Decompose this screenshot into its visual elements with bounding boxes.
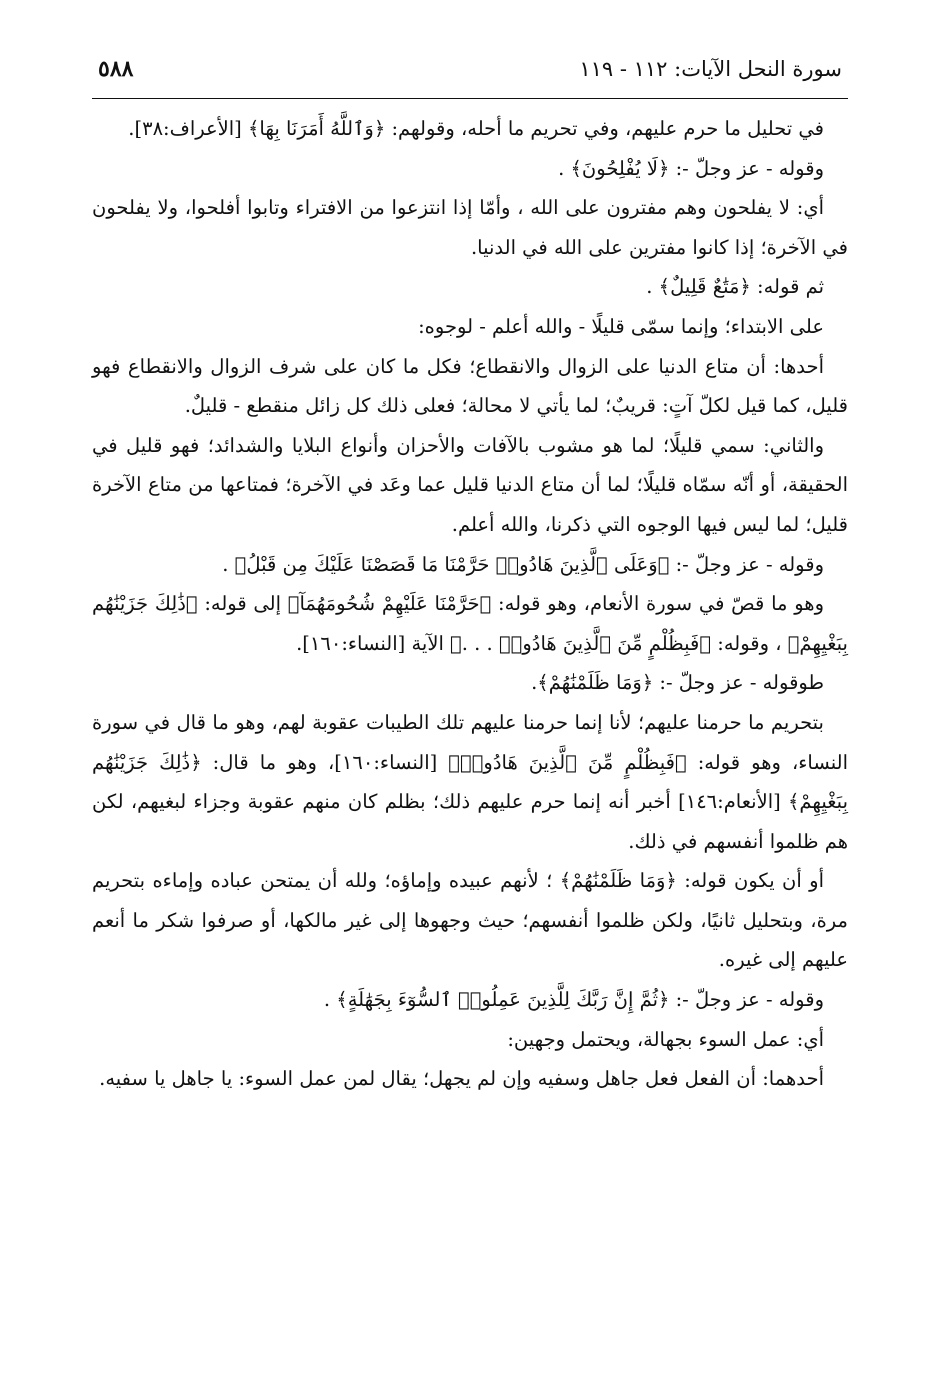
paragraph: وهو ما قصّ في سورة الأنعام، وهو قوله: ﴿حَرَّمْنَا عَلَيْهِمْ شُحُومَهُمَآ﴾ إلى قوله: ﴿ذَٰلِكَ جَزَيْنَٰهُم بِبَغْيِهِمْ﴾ ، وقوله: ﴿فَبِظُلْمٍ مِّنَ ٱلَّذِينَ هَادُوا۟ . . .﴾ الآية [النساء:١٦٠]. <box>92 592 848 655</box>
paragraph: وقوله - عز وجلّ -: ﴿وَعَلَى ٱلَّذِينَ هَادُوا۟ حَرَّمْنَا مَا قَصَصْنَا عَلَيْكَ مِن قَبْلُ﴾ . <box>222 552 824 576</box>
paragraph: والثاني: سمي قليلًا؛ لما هو مشوب بالآفات والأحزان وأنواع البلايا والشدائد؛ فهو قليل في الحقيقة، أو أنّه سمّاه قليلًا؛ لما أن متاع الدنيا قليل عما وعَد في الآخرة؛ فمتاعها من متاع الآخرة قليل؛ لما ليس فيها الوجوه التي ذكرنا، والله أعلم. <box>92 433 848 536</box>
paragraph: على الابتداء؛ وإنما سمّى قليلًا - والله أعلم - لوجوه: <box>418 314 824 338</box>
paragraph: أحدها: أن متاع الدنيا على الزوال والانقطاع؛ فكل ما كان على شرف الزوال والانقطاع فهو قليل، كما قيل لكلّ آتٍ: قريبٌ؛ لما يأتي لا محالة؛ فعلى ذلك كل زائل منقطع - قليلٌ. <box>92 354 848 418</box>
paragraph: بتحريم ما حرمنا عليهم؛ لأنا إنما حرمنا عليهم تلك الطيبات عقوبة لهم، وهو ما قال في سورة النساء، وهو قوله: ﴿فَبِظُلْمٍ مِّنَ ٱلَّذِينَ هَادُوا۟﴾ [النساء:١٦٠]، وهو ما قال: ﴿ذَٰلِكَ جَزَيْنَٰهُم بِبَغْيِهِمْ﴾ [الأنعام:١٤٦] أخبر أنه إنما حرم عليهم ذلك؛ بظلم كان منهم عقوبة وجزاء لبغيهم، لكن هم ظلموا أنفسهم في ذلك. <box>92 710 848 853</box>
paragraph: وقوله - عز وجلّ -: ﴿لَا يُفْلِحُونَ﴾ . <box>558 156 824 180</box>
book-page <box>92 56 848 1346</box>
running-title: سورة النحل الآيات: ١١٢ - ١١٩ <box>579 57 842 81</box>
page-header <box>92 56 848 99</box>
paragraph: أي: عمل السوء بجهالة، ويحتمل وجهين: <box>507 1027 824 1051</box>
paragraph: ثم قوله: ﴿مَتَٰعٌ قَلِيلٌ﴾ . <box>646 275 824 299</box>
paragraph: في تحليل ما حرم عليهم، وفي تحريم ما أحله، وقولهم: ﴿وَٱللَّهُ أَمَرَنَا بِهَا﴾ [الأعراف:٣٨]. <box>128 117 824 140</box>
paragraph: أحدهما: أن الفعل فعل جاهل وسفيه وإن لم يجهل؛ يقال لمن عمل السوء: يا جاهل يا سفيه. <box>99 1067 824 1091</box>
paragraph: طوقوله - عز وجلّ -: ﴿وَمَا ظَلَمْنَٰهُمْ﴾. <box>531 671 824 695</box>
paragraph: أي: لا يفلحون وهم مفترون على الله ، وأمّا إذا انتزعوا من الافتراء وتابوا أفلحوا، ولا يفلحون في الآخرة؛ إذا كانوا مفترين على الله في الدنيا. <box>92 196 848 259</box>
page-body <box>92 109 848 1099</box>
page-number: ٥٨٨ <box>98 56 134 82</box>
paragraph: وقوله - عز وجلّ -: ﴿ثُمَّ إِنَّ رَبَّكَ لِلَّذِينَ عَمِلُوا۟ ٱلسُّوٓءَ بِجَهَٰلَةٍ﴾ . <box>323 988 824 1012</box>
paragraph: أو أن يكون قوله: ﴿وَمَا ظَلَمْنَٰهُمْ﴾ ؛ لأنهم عبيده وإماؤه؛ ولله أن يمتحن عباده وإماءه بتحريم مرة، وبتحليل ثانيًا، ولكن ظلموا أنفسهم؛ حيث وجهوها إلى غير مالكها، أو صرفوا شكر ما أنعم عليهم إلى غيره. <box>92 869 848 972</box>
